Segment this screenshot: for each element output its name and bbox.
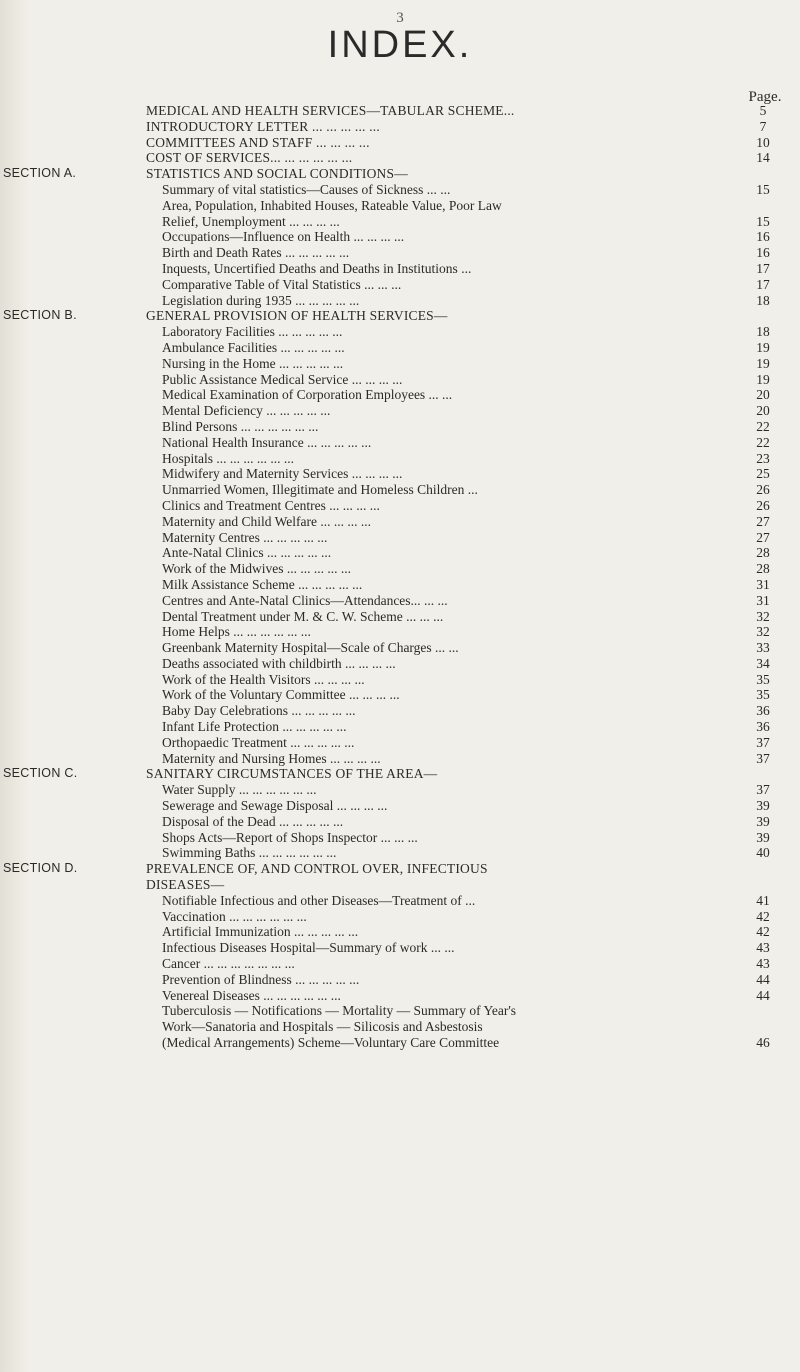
- index-entry: [0, 672, 800, 688]
- index-entry: [0, 719, 800, 735]
- index-entry: [0, 530, 800, 546]
- entry-text: Sewerage and Sewage Disposal ... ... ... ...: [162, 798, 388, 814]
- index-entry: [0, 261, 800, 277]
- index-entry: [0, 940, 800, 956]
- entry-page-number: 20: [756, 403, 770, 419]
- entry-page-number: 40: [756, 845, 770, 861]
- entry-text: Centres and Ante-Natal Clinics—Attendances... ... ...: [162, 592, 448, 608]
- entry-text: Occupations—Influence on Health ... ... ... ...: [162, 229, 405, 245]
- page-column-header: Page.: [748, 89, 782, 105]
- entry-text: Work of the Midwives ... ... ... ... ...: [162, 561, 352, 577]
- entry-page-number: 22: [756, 434, 770, 450]
- entry-page-number: 20: [756, 387, 770, 403]
- entry-text: Area, Population, Inhabited Houses, Rateable Value, Poor Law: [162, 197, 502, 213]
- entry-page-number: 36: [756, 719, 770, 735]
- entry-page-number: 43: [756, 940, 770, 956]
- index-entry: [0, 687, 800, 703]
- entry-text: Prevention of Blindness ... ... ... ... ...: [162, 971, 360, 987]
- section-label: SECTION A.: [3, 166, 77, 181]
- index-entries: [0, 103, 800, 1051]
- entry-text: COMMITTEES AND STAFF ... ... ... ...: [146, 134, 370, 150]
- entry-text: Summary of vital statistics—Causes of Sickness ... ...: [162, 181, 451, 197]
- index-entry: [0, 403, 800, 419]
- index-entry: [0, 198, 800, 214]
- entry-page-number: 31: [756, 592, 770, 608]
- entry-page-number: 23: [756, 450, 770, 466]
- entry-page-number: 27: [756, 529, 770, 545]
- index-entry: [0, 387, 800, 403]
- index-entry: [0, 308, 800, 324]
- entry-text: PREVALENCE OF, AND CONTROL OVER, INFECTIOUS: [146, 861, 488, 877]
- entry-page-number: 19: [756, 339, 770, 355]
- entry-page-number: 19: [756, 355, 770, 371]
- index-entry: [0, 356, 800, 372]
- entry-text: Ante-Natal Clinics ... ... ... ... ...: [162, 545, 332, 561]
- entry-page-number: 28: [756, 561, 770, 577]
- index-entry: [0, 814, 800, 830]
- entry-page-number: 16: [756, 229, 770, 245]
- entry-text: Dental Treatment under M. & C. W. Scheme ... ... ...: [162, 608, 444, 624]
- entry-text: Greenbank Maternity Hospital—Scale of Charges ... ...: [162, 640, 459, 656]
- entry-text: Maternity Centres ... ... ... ... ...: [162, 529, 328, 545]
- entry-page-number: 31: [756, 576, 770, 592]
- index-entry: [0, 593, 800, 609]
- entry-text: Disposal of the Dead ... ... ... ... ...: [162, 813, 344, 829]
- entry-text: DISEASES—: [146, 877, 225, 893]
- entry-text: Water Supply ... ... ... ... ... ...: [162, 782, 317, 798]
- index-entry: [0, 909, 800, 925]
- index-entry: [0, 577, 800, 593]
- entry-page-number: 26: [756, 497, 770, 513]
- index-title: INDEX.: [327, 24, 473, 66]
- index-entry: [0, 229, 800, 245]
- index-entry: [0, 956, 800, 972]
- entry-page-number: 39: [756, 813, 770, 829]
- entry-page-number: 39: [756, 829, 770, 845]
- entry-text: Nursing in the Home ... ... ... ... ...: [162, 355, 344, 371]
- index-entry: [0, 924, 800, 940]
- entry-text: SANITARY CIRCUMSTANCES OF THE AREA—: [146, 766, 438, 782]
- section-label: SECTION B.: [3, 308, 77, 323]
- entry-text: Work of the Health Visitors ... ... ... ...: [162, 671, 365, 687]
- index-entry: [0, 766, 800, 782]
- entry-page-number: 15: [756, 181, 770, 197]
- index-entry: [0, 988, 800, 1004]
- entry-page-number: 41: [756, 892, 770, 908]
- index-entry: [0, 735, 800, 751]
- index-entry: [0, 103, 800, 119]
- index-entry: [0, 1035, 800, 1051]
- index-entry: [0, 845, 800, 861]
- entry-text: Hospitals ... ... ... ... ... ...: [162, 450, 295, 466]
- entry-page-number: 33: [756, 640, 770, 656]
- entry-text: Legislation during 1935 ... ... ... ... ...: [162, 292, 360, 308]
- entry-text: Work of the Voluntary Committee ... ... ... ...: [162, 687, 400, 703]
- entry-page-number: 37: [756, 750, 770, 766]
- entry-text: Laboratory Facilities ... ... ... ... ...: [162, 324, 343, 340]
- index-entry: [0, 640, 800, 656]
- entry-text: Unmarried Women, Illegitimate and Homeless Children ...: [162, 482, 478, 498]
- index-entry: [0, 624, 800, 640]
- entry-text: Milk Assistance Scheme ... ... ... ... ...: [162, 576, 363, 592]
- entry-page-number: 10: [756, 134, 770, 150]
- entry-page-number: 17: [756, 260, 770, 276]
- index-entry: [0, 609, 800, 625]
- index-entry: [0, 372, 800, 388]
- entry-page-number: 22: [756, 418, 770, 434]
- index-entry: [0, 1019, 800, 1035]
- entry-text: COST OF SERVICES... ... ... ... ... ...: [146, 150, 353, 166]
- entry-page-number: 42: [756, 924, 770, 940]
- entry-text: Relief, Unemployment ... ... ... ...: [162, 213, 340, 229]
- index-entry: [0, 972, 800, 988]
- index-entry: [0, 656, 800, 672]
- entry-text: Birth and Death Rates ... ... ... ... ...: [162, 245, 350, 261]
- entry-text: Mental Deficiency ... ... ... ... ...: [162, 403, 331, 419]
- entry-page-number: 46: [756, 1035, 770, 1051]
- entry-text: National Health Insurance ... ... ... ... ...: [162, 434, 372, 450]
- index-entry: [0, 435, 800, 451]
- entry-page-number: 34: [756, 655, 770, 671]
- entry-text: Clinics and Treatment Centres ... ... ... ...: [162, 497, 380, 513]
- entry-page-number: 32: [756, 608, 770, 624]
- index-entry: [0, 166, 800, 182]
- index-entry: [0, 498, 800, 514]
- entry-text: Vaccination ... ... ... ... ... ...: [162, 908, 307, 924]
- index-entry: [0, 703, 800, 719]
- index-entry: [0, 466, 800, 482]
- index-entry: [0, 861, 800, 877]
- entry-page-number: 18: [756, 324, 770, 340]
- entry-text: Home Helps ... ... ... ... ... ...: [162, 624, 311, 640]
- entry-page-number: 28: [756, 545, 770, 561]
- index-entry: [0, 561, 800, 577]
- entry-text: GENERAL PROVISION OF HEALTH SERVICES—: [146, 308, 448, 324]
- page-number: 3: [396, 10, 404, 26]
- entry-page-number: 15: [756, 213, 770, 229]
- entry-page-number: 14: [756, 150, 770, 166]
- entry-text: Infectious Diseases Hospital—Summary of work ... ...: [162, 940, 455, 956]
- entry-text: Inquests, Uncertified Deaths and Deaths in Institutions ...: [162, 260, 472, 276]
- entry-text: (Medical Arrangements) Scheme—Voluntary Care Committee: [162, 1035, 500, 1051]
- index-entry: [0, 277, 800, 293]
- index-entry: [0, 293, 800, 309]
- entry-page-number: 44: [756, 971, 770, 987]
- index-entry: [0, 135, 800, 151]
- entry-text: Swimming Baths ... ... ... ... ... ...: [162, 845, 337, 861]
- entry-page-number: 35: [756, 687, 770, 703]
- entry-page-number: 7: [759, 118, 767, 134]
- index-entry: [0, 830, 800, 846]
- index-entry: [0, 150, 800, 166]
- entry-text: Ambulance Facilities ... ... ... ... ...: [162, 339, 345, 355]
- entry-page-number: 42: [756, 908, 770, 924]
- index-entry: [0, 182, 800, 198]
- entry-text: Public Assistance Medical Service ... ... ... ...: [162, 371, 403, 387]
- index-entry: [0, 514, 800, 530]
- entry-text: Medical Examination of Corporation Employees ... ...: [162, 387, 453, 403]
- entry-text: Venereal Diseases ... ... ... ... ... ...: [162, 987, 341, 1003]
- entry-text: Shops Acts—Report of Shops Inspector ... ... ...: [162, 829, 418, 845]
- entry-text: Infant Life Protection ... ... ... ... ...: [162, 719, 347, 735]
- entry-page-number: 5: [759, 103, 767, 118]
- section-label: SECTION D.: [3, 861, 78, 876]
- index-entry: [0, 482, 800, 498]
- entry-text: Artificial Immunization ... ... ... ... ...: [162, 924, 359, 940]
- entry-page-number: 17: [756, 276, 770, 292]
- entry-text: Work—Sanatoria and Hospitals — Silicosis and Asbestosis: [162, 1019, 483, 1035]
- index-entry: [0, 245, 800, 261]
- index-entry: [0, 798, 800, 814]
- index-entry: [0, 214, 800, 230]
- index-entry: [0, 1003, 800, 1019]
- index-entry: [0, 419, 800, 435]
- index-entry: [0, 782, 800, 798]
- entry-page-number: 32: [756, 624, 770, 640]
- entry-page-number: 39: [756, 798, 770, 814]
- index-entry: [0, 877, 800, 893]
- entry-text: Comparative Table of Vital Statistics ... ... ...: [162, 276, 402, 292]
- entry-page-number: 25: [756, 466, 770, 482]
- entry-page-number: 36: [756, 703, 770, 719]
- entry-page-number: 35: [756, 671, 770, 687]
- index-entry: [0, 893, 800, 909]
- index-entry: [0, 324, 800, 340]
- entry-page-number: 26: [756, 482, 770, 498]
- index-entry: [0, 751, 800, 767]
- entry-page-number: 16: [756, 245, 770, 261]
- entry-text: Blind Persons ... ... ... ... ... ...: [162, 418, 319, 434]
- entry-text: Midwifery and Maternity Services ... ... ... ...: [162, 466, 403, 482]
- entry-page-number: 19: [756, 371, 770, 387]
- entry-page-number: 37: [756, 782, 770, 798]
- entry-page-number: 27: [756, 513, 770, 529]
- entry-text: Maternity and Nursing Homes ... ... ... ...: [162, 750, 381, 766]
- entry-text: Tuberculosis — Notifications — Mortality — Summary of Year's: [162, 1003, 517, 1019]
- entry-text: Maternity and Child Welfare ... ... ... ...: [162, 513, 371, 529]
- entry-text: Cancer ... ... ... ... ... ... ...: [162, 956, 295, 972]
- entry-text: Orthopaedic Treatment ... ... ... ... ...: [162, 734, 355, 750]
- entry-page-number: 43: [756, 956, 770, 972]
- entry-page-number: 18: [756, 292, 770, 308]
- index-entry: [0, 119, 800, 135]
- index-entry: [0, 340, 800, 356]
- entry-text: Deaths associated with childbirth ... ... ... ...: [162, 655, 396, 671]
- entry-text: Baby Day Celebrations ... ... ... ... ...: [162, 703, 356, 719]
- entry-text: MEDICAL AND HEALTH SERVICES—TABULAR SCHEME...: [146, 103, 515, 118]
- entry-text: Notifiable Infectious and other Diseases—Treatment of ...: [162, 892, 476, 908]
- entry-text: INTRODUCTORY LETTER ... ... ... ... ...: [146, 118, 380, 134]
- section-label: SECTION C.: [3, 766, 78, 781]
- entry-page-number: 44: [756, 987, 770, 1003]
- entry-text: STATISTICS AND SOCIAL CONDITIONS—: [146, 166, 408, 182]
- entry-page-number: 37: [756, 734, 770, 750]
- index-entry: [0, 451, 800, 467]
- index-entry: [0, 545, 800, 561]
